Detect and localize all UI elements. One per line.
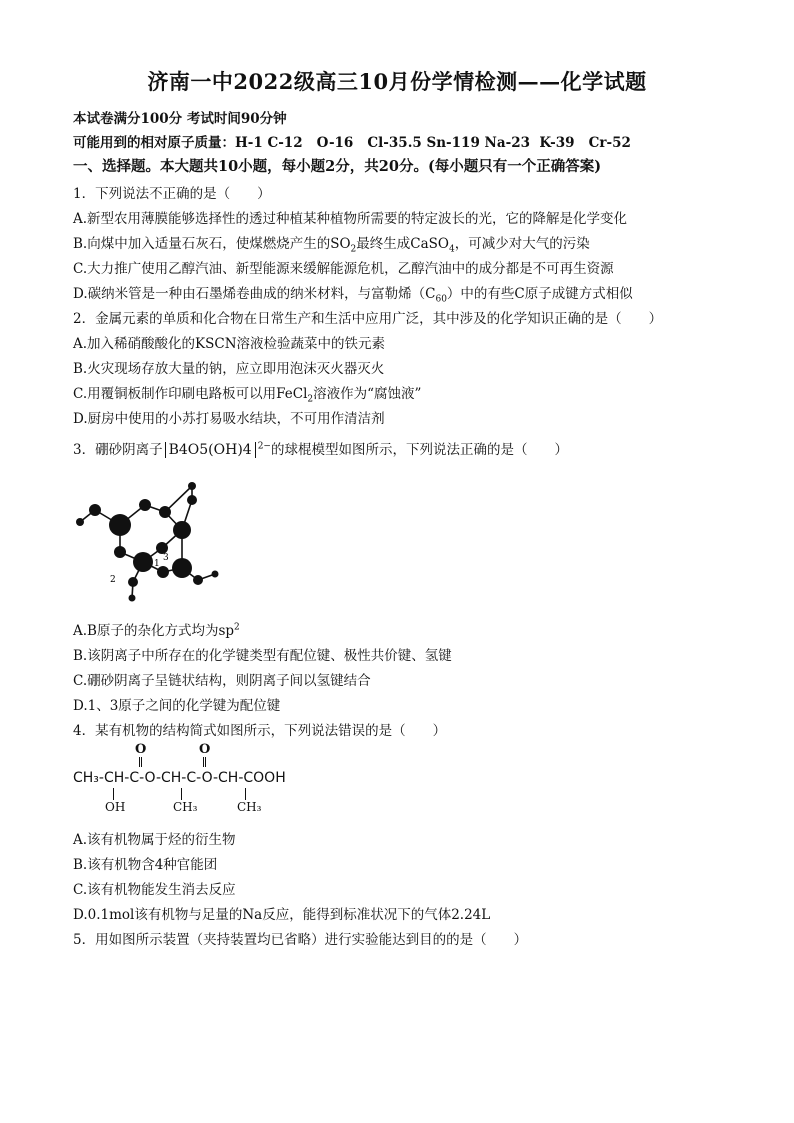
q3-option-a bbox=[73, 619, 240, 639]
substituent-oh: OH bbox=[105, 800, 126, 814]
q3-a-text: A.B原子的杂化方式均为sp bbox=[73, 623, 235, 639]
atomic-mass-label: 可能用到的相对原子质量： bbox=[73, 135, 235, 151]
atom-o bbox=[187, 495, 197, 505]
q2-option-c bbox=[73, 382, 421, 405]
atom-o bbox=[193, 575, 203, 585]
q3-option-b: B.该阴离子中所存在的化学键类型有配位键、极性共价键、氢键 bbox=[73, 648, 452, 664]
q2-c-sub: 2 bbox=[307, 394, 314, 405]
q4-option-b: B.该有机物含4种官能团 bbox=[73, 857, 218, 873]
q3-stem bbox=[73, 438, 568, 458]
carbonyl-o-2: O bbox=[199, 742, 211, 757]
atom-o-2 bbox=[128, 577, 138, 587]
double-bond-2b bbox=[205, 757, 207, 767]
q1-b-mid: 最终生成CaSO bbox=[356, 236, 449, 252]
q1-d-post: ）中的有些C原子成键方式相似 bbox=[446, 286, 633, 302]
q3-stem-post: 的球棍模型如图所示，下列说法正确的是（ ） bbox=[270, 442, 568, 458]
atom-h bbox=[188, 482, 196, 490]
q1-d-text: D.碳纳米管是一种由石墨烯卷曲成的纳米材料，与富勒烯（C bbox=[73, 286, 436, 302]
atom-o bbox=[139, 499, 151, 511]
q3-ion-charge: 2− bbox=[257, 441, 271, 452]
q4-option-a: A.该有机物属于烃的衍生物 bbox=[73, 832, 236, 848]
substituent-ch3-b: CH₃ bbox=[237, 800, 262, 814]
q4-option-d: D.0.1mol该有机物与足量的Na反应，能得到标准状况下的气体2.24L bbox=[73, 907, 491, 923]
q2-option-d: D.厨房中使用的小苏打易吸水结块，不可用作清洁剂 bbox=[73, 411, 385, 427]
atom-o bbox=[159, 506, 171, 518]
q3-ion-formula bbox=[165, 442, 256, 458]
q4-stem: 4．某有机物的结构简式如图所示，下列说法错误的是（ ） bbox=[73, 723, 447, 739]
bond-ch3-b bbox=[245, 788, 247, 800]
q1-b-text: B.向煤中加入适量石灰石，使煤燃烧产生的SO bbox=[73, 236, 351, 252]
q2-c-text: C.用覆铜板制作印刷电路板可以用FeCl bbox=[73, 386, 308, 402]
atom-o bbox=[89, 504, 101, 516]
bond-oh bbox=[113, 788, 115, 800]
atom-o bbox=[114, 546, 126, 558]
atom-b-1 bbox=[133, 552, 153, 572]
q2-c-post: 溶液作为“腐蚀液” bbox=[313, 386, 422, 402]
q1-b-sub: 2 bbox=[350, 244, 357, 255]
q1-option-c: C.大力推广使用乙醇汽油、新型能源来缓解能源危机，乙醇汽油中的成分都是不可再生资源 bbox=[73, 261, 614, 277]
q1-b-sub2: 4 bbox=[448, 244, 455, 255]
q1-option-b bbox=[73, 232, 590, 255]
structural-formula bbox=[73, 742, 333, 822]
bond-ch3-a bbox=[181, 788, 183, 800]
atom-label-3: 3 bbox=[163, 553, 169, 563]
atom-b bbox=[109, 514, 131, 536]
q2-option-b: B.火灾现场存放大量的钠，应立即用泡沫灭火器灭火 bbox=[73, 361, 385, 377]
score-time-info: 本试卷满分100分 考试时间90分钟 bbox=[73, 111, 287, 127]
q1-b-post: ，可减少对大气的污染 bbox=[454, 236, 590, 252]
double-bond-1b bbox=[141, 757, 143, 767]
atom-b bbox=[172, 558, 192, 578]
atom-h bbox=[212, 571, 219, 578]
atomic-mass-values: H-1 C-12 O-16 Cl-35.5 Sn-119 Na-23 K-39 Cr-52 bbox=[235, 135, 631, 151]
atomic-mass-info bbox=[73, 131, 631, 151]
atom-h bbox=[129, 595, 136, 602]
ball-stick-model bbox=[70, 470, 230, 610]
substituent-ch3-a: CH₃ bbox=[173, 800, 198, 814]
q2-stem: 2．金属元素的单质和化合物在日常生产和生活中应用广泛，其中涉及的化学知识正确的是（ ） bbox=[73, 311, 663, 327]
page-title: 济南一中2022级高三10月份学情检测——化学试题 bbox=[147, 69, 647, 94]
q3-ion-text: B4O5(OH)4 bbox=[168, 442, 252, 458]
formula-main-chain: CH₃-CH-C-O-CH-C-O-CH-COOH bbox=[73, 770, 286, 786]
q3-stem-pre: 3．硼砂阴离子 bbox=[73, 442, 163, 458]
q3-option-c: C.硼砂阴离子呈链状结构，则阴离子间以氢键结合 bbox=[73, 673, 371, 689]
q3-a-sup: 2 bbox=[234, 622, 240, 633]
q1-d-sub: 60 bbox=[435, 294, 447, 305]
q3-option-d: D.1、3原子之间的化学键为配位键 bbox=[73, 698, 281, 714]
q1-option-d bbox=[73, 282, 633, 305]
section-heading: 一、选择题。本大题共10小题，每小题2分，共20分。(每小题只有一个正确答案) bbox=[73, 158, 602, 175]
q2-option-a: A.加入稀硝酸酸化的KSCN溶液检验蔬菜中的铁元素 bbox=[73, 336, 386, 352]
q4-option-c: C.该有机物能发生消去反应 bbox=[73, 882, 236, 898]
q1-stem: 1．下列说法不正确的是（ ） bbox=[73, 186, 271, 202]
atom-label-1: 1 bbox=[154, 559, 160, 569]
q5-stem: 5．用如图所示装置（夹持装置均已省略）进行实验能达到目的的是（ ） bbox=[73, 932, 528, 948]
carbonyl-o-1: O bbox=[135, 742, 147, 757]
atom-h bbox=[76, 518, 84, 526]
atom-b bbox=[173, 521, 191, 539]
q1-option-a: A.新型农用薄膜能够选择性的透过种植某种植物所需要的特定波长的光，它的降解是化学变化 bbox=[73, 211, 628, 227]
atom-label-2: 2 bbox=[110, 575, 116, 585]
